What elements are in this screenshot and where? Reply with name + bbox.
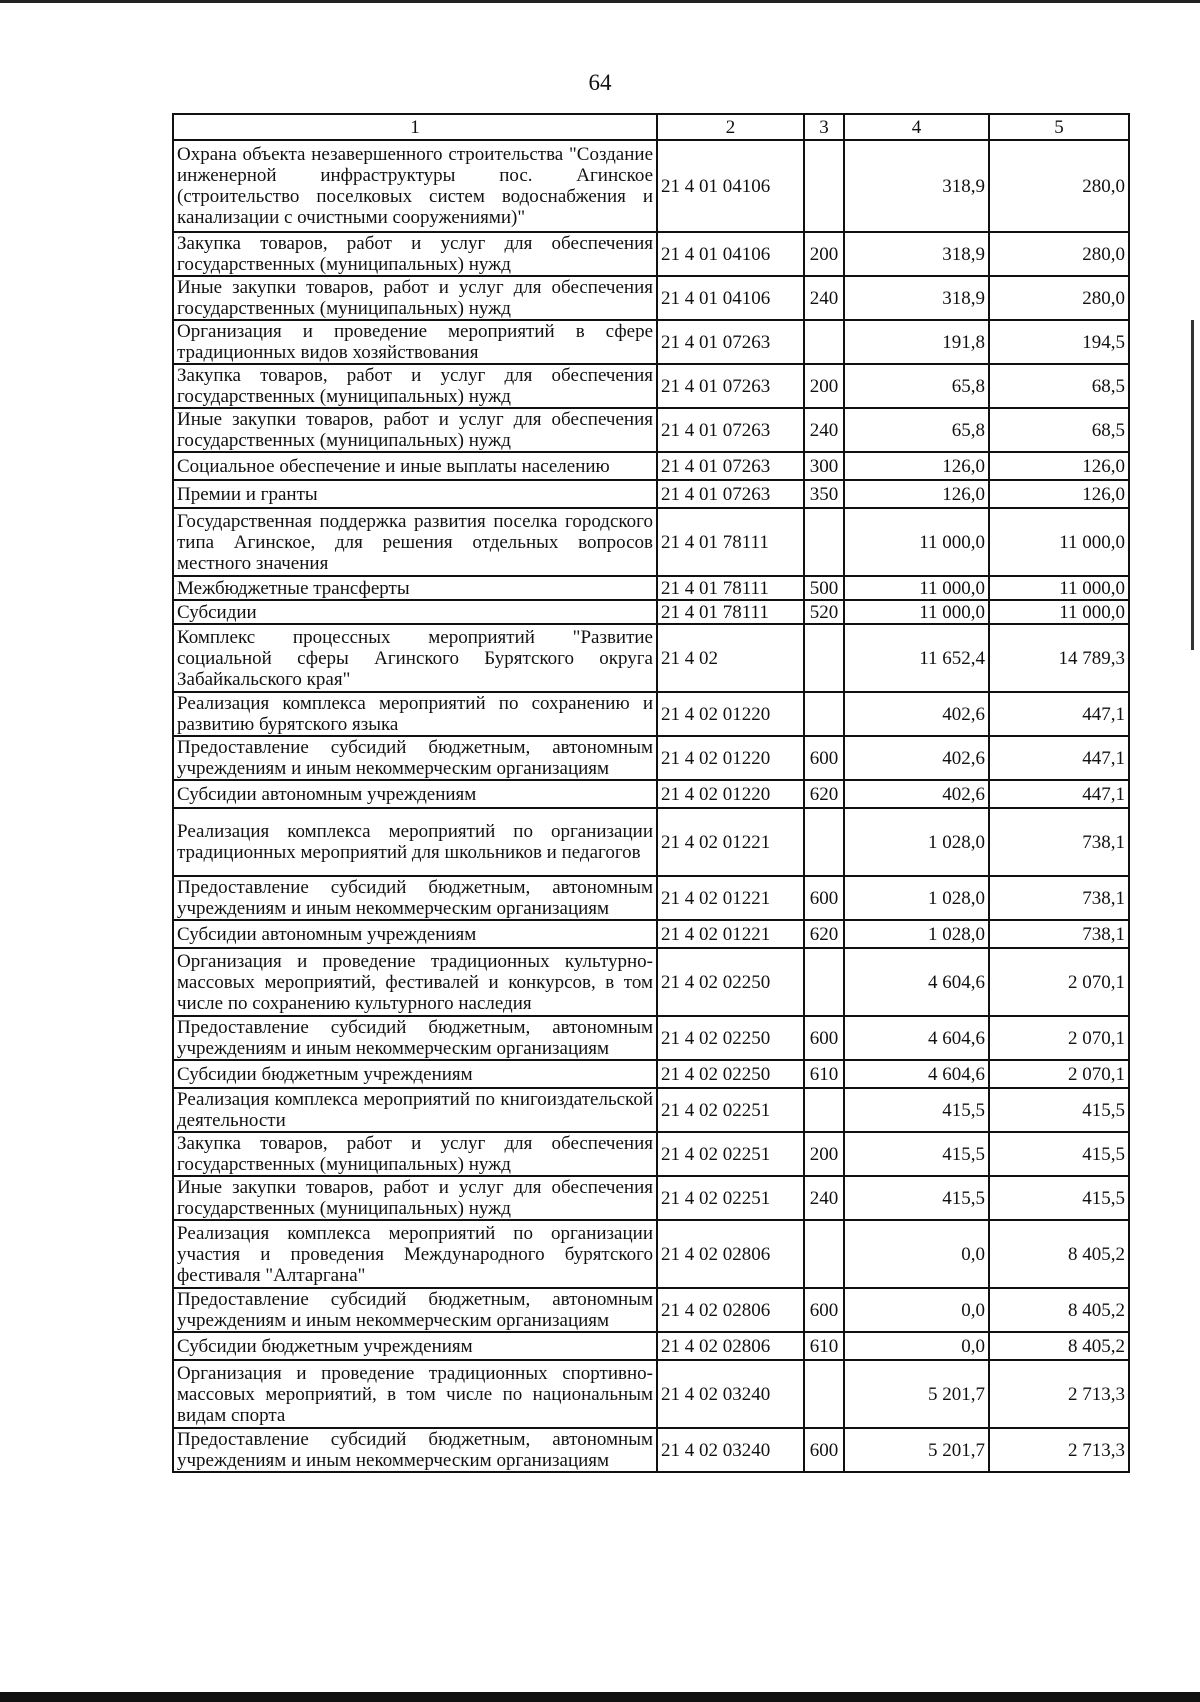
row-code: 21 4 02 03240 (657, 1428, 804, 1472)
row-value-col5: 2 713,3 (989, 1428, 1129, 1472)
row-expense-type: 350 (804, 480, 844, 508)
table-row (173, 320, 1129, 364)
row-code: 21 4 02 02806 (657, 1220, 804, 1288)
row-expense-type (804, 948, 844, 1016)
table-row (173, 452, 1129, 480)
scan-border-right (1191, 320, 1194, 650)
row-value-col4: 318,9 (844, 140, 989, 232)
row-value-col5: 280,0 (989, 276, 1129, 320)
table-row (173, 1060, 1129, 1088)
row-name: Субсидии бюджетным учреждениям (173, 1332, 657, 1360)
table-row (173, 1288, 1129, 1332)
row-value-col5: 68,5 (989, 408, 1129, 452)
table-row (173, 1332, 1129, 1360)
row-name: Социальное обеспечение и иные выплаты населению (173, 452, 657, 480)
row-value-col5: 447,1 (989, 736, 1129, 780)
row-name: Иные закупки товаров, работ и услуг для обеспечения государственных (муниципальных) нужд (173, 408, 657, 452)
table-row (173, 276, 1129, 320)
row-name: Предоставление субсидий бюджетным, автономным учреждениям и иным некоммерческим организациям (173, 1016, 657, 1060)
row-name: Предоставление субсидий бюджетным, автономным учреждениям и иным некоммерческим организациям (173, 876, 657, 920)
row-value-col5: 126,0 (989, 480, 1129, 508)
page-number: 64 (588, 70, 612, 95)
row-value-col5: 8 405,2 (989, 1332, 1129, 1360)
row-value-col4: 191,8 (844, 320, 989, 364)
row-value-col4: 415,5 (844, 1176, 989, 1220)
row-code: 21 4 02 01220 (657, 780, 804, 808)
table-row (173, 692, 1129, 736)
row-value-col5: 2 070,1 (989, 948, 1129, 1016)
row-expense-type (804, 692, 844, 736)
row-code: 21 4 01 07263 (657, 320, 804, 364)
row-code: 21 4 02 01221 (657, 876, 804, 920)
row-value-col5: 8 405,2 (989, 1220, 1129, 1288)
row-value-col5: 447,1 (989, 692, 1129, 736)
table-row (173, 780, 1129, 808)
table-row (173, 1360, 1129, 1428)
row-value-col4: 4 604,6 (844, 1060, 989, 1088)
row-value-col4: 4 604,6 (844, 948, 989, 1016)
row-value-col5: 738,1 (989, 920, 1129, 948)
row-expense-type: 600 (804, 876, 844, 920)
row-name: Предоставление субсидий бюджетным, автономным учреждениям и иным некоммерческим организациям (173, 1428, 657, 1472)
row-expense-type: 600 (804, 736, 844, 780)
row-name: Организация и проведение мероприятий в сфере традиционных видов хозяйствования (173, 320, 657, 364)
row-code: 21 4 01 07263 (657, 452, 804, 480)
row-expense-type: 240 (804, 276, 844, 320)
table-row (173, 480, 1129, 508)
row-value-col4: 0,0 (844, 1332, 989, 1360)
row-code: 21 4 01 07263 (657, 408, 804, 452)
row-code: 21 4 02 (657, 624, 804, 692)
row-value-col5: 8 405,2 (989, 1288, 1129, 1332)
table-row (173, 408, 1129, 452)
row-expense-type: 300 (804, 452, 844, 480)
row-name: Закупка товаров, работ и услуг для обеспечения государственных (муниципальных) нужд (173, 364, 657, 408)
row-name: Реализация комплекса мероприятий по организации традиционных мероприятий для школьников и педагогов (173, 808, 657, 876)
row-code: 21 4 02 01220 (657, 736, 804, 780)
row-value-col5: 11 000,0 (989, 600, 1129, 624)
row-value-col4: 126,0 (844, 452, 989, 480)
row-code: 21 4 02 02806 (657, 1332, 804, 1360)
row-value-col4: 318,9 (844, 276, 989, 320)
row-code: 21 4 02 01221 (657, 808, 804, 876)
row-code: 21 4 02 02250 (657, 948, 804, 1016)
row-value-col4: 0,0 (844, 1220, 989, 1288)
table-row (173, 920, 1129, 948)
row-code: 21 4 02 02250 (657, 1060, 804, 1088)
row-value-col4: 11 652,4 (844, 624, 989, 692)
row-expense-type (804, 320, 844, 364)
table-row (173, 1088, 1129, 1132)
table-row (173, 1220, 1129, 1288)
row-name: Предоставление субсидий бюджетным, автономным учреждениям и иным некоммерческим организациям (173, 736, 657, 780)
row-expense-type: 200 (804, 232, 844, 276)
table-row (173, 232, 1129, 276)
row-expense-type: 200 (804, 1132, 844, 1176)
row-name: Межбюджетные трансферты (173, 576, 657, 600)
row-value-col5: 280,0 (989, 232, 1129, 276)
row-name: Закупка товаров, работ и услуг для обеспечения государственных (муниципальных) нужд (173, 232, 657, 276)
table-row (173, 508, 1129, 576)
row-name: Закупка товаров, работ и услуг для обеспечения государственных (муниципальных) нужд (173, 1132, 657, 1176)
table-row (173, 736, 1129, 780)
row-value-col4: 1 028,0 (844, 808, 989, 876)
row-code: 21 4 02 02251 (657, 1132, 804, 1176)
row-value-col4: 11 000,0 (844, 508, 989, 576)
row-code: 21 4 01 78111 (657, 508, 804, 576)
row-value-col4: 4 604,6 (844, 1016, 989, 1060)
row-value-col4: 402,6 (844, 736, 989, 780)
row-value-col4: 1 028,0 (844, 920, 989, 948)
column-header: 5 (989, 114, 1129, 140)
row-name: Премии и гранты (173, 480, 657, 508)
row-expense-type: 620 (804, 780, 844, 808)
row-value-col4: 402,6 (844, 780, 989, 808)
row-expense-type (804, 1360, 844, 1428)
row-value-col5: 2 713,3 (989, 1360, 1129, 1428)
row-value-col4: 5 201,7 (844, 1360, 989, 1428)
row-value-col5: 415,5 (989, 1132, 1129, 1176)
row-expense-type: 500 (804, 576, 844, 600)
row-value-col5: 738,1 (989, 808, 1129, 876)
row-code: 21 4 02 02250 (657, 1016, 804, 1060)
table-row (173, 808, 1129, 876)
row-code: 21 4 02 02251 (657, 1176, 804, 1220)
row-value-col4: 5 201,7 (844, 1428, 989, 1472)
row-name: Субсидии автономным учреждениям (173, 920, 657, 948)
row-expense-type: 600 (804, 1428, 844, 1472)
row-code: 21 4 02 02251 (657, 1088, 804, 1132)
table-row (173, 364, 1129, 408)
row-value-col4: 65,8 (844, 364, 989, 408)
row-name: Субсидии автономным учреждениям (173, 780, 657, 808)
row-value-col4: 11 000,0 (844, 576, 989, 600)
row-expense-type: 520 (804, 600, 844, 624)
row-expense-type (804, 508, 844, 576)
row-value-col4: 1 028,0 (844, 876, 989, 920)
row-expense-type: 240 (804, 1176, 844, 1220)
row-value-col5: 415,5 (989, 1088, 1129, 1132)
row-expense-type (804, 140, 844, 232)
row-expense-type: 610 (804, 1332, 844, 1360)
row-name: Иные закупки товаров, работ и услуг для обеспечения государственных (муниципальных) нужд (173, 1176, 657, 1220)
table-row (173, 948, 1129, 1016)
row-name: Организация и проведение традиционных культурно-массовых мероприятий, фестивалей и конкурсов, в том числе по сохранению культурного наследия (173, 948, 657, 1016)
budget-table (172, 113, 1130, 1473)
row-value-col4: 11 000,0 (844, 600, 989, 624)
row-expense-type (804, 808, 844, 876)
column-header: 3 (804, 114, 844, 140)
row-expense-type: 200 (804, 364, 844, 408)
row-expense-type: 620 (804, 920, 844, 948)
row-code: 21 4 01 04106 (657, 140, 804, 232)
row-code: 21 4 01 78111 (657, 600, 804, 624)
row-code: 21 4 02 02806 (657, 1288, 804, 1332)
row-value-col5: 2 070,1 (989, 1060, 1129, 1088)
row-code: 21 4 01 04106 (657, 232, 804, 276)
row-expense-type: 600 (804, 1016, 844, 1060)
row-value-col4: 415,5 (844, 1088, 989, 1132)
row-expense-type (804, 624, 844, 692)
row-code: 21 4 01 07263 (657, 364, 804, 408)
row-value-col5: 11 000,0 (989, 508, 1129, 576)
row-name: Субсидии бюджетным учреждениям (173, 1060, 657, 1088)
row-code: 21 4 02 01220 (657, 692, 804, 736)
table-row (173, 1176, 1129, 1220)
column-header: 1 (173, 114, 657, 140)
row-value-col5: 14 789,3 (989, 624, 1129, 692)
scan-border-bottom (0, 1692, 1200, 1702)
row-name: Охрана объекта незавершенного строительства "Создание инженерной инфраструктуры пос. Агинское (строительство поселковых систем водоснабжения и канализации с очистными сооружениями)" (173, 140, 657, 232)
row-value-col5: 126,0 (989, 452, 1129, 480)
table-row (173, 600, 1129, 624)
row-name: Иные закупки товаров, работ и услуг для обеспечения государственных (муниципальных) нужд (173, 276, 657, 320)
scan-border-top (0, 0, 1200, 3)
table-row (173, 1132, 1129, 1176)
table-row (173, 624, 1129, 692)
row-name: Государственная поддержка развития поселка городского типа Агинское, для решения отдельных вопросов местного значения (173, 508, 657, 576)
row-expense-type (804, 1088, 844, 1132)
row-name: Предоставление субсидий бюджетным, автономным учреждениям и иным некоммерческим организациям (173, 1288, 657, 1332)
row-code: 21 4 01 04106 (657, 276, 804, 320)
row-value-col5: 68,5 (989, 364, 1129, 408)
row-value-col5: 738,1 (989, 876, 1129, 920)
column-header: 4 (844, 114, 989, 140)
row-name: Реализация комплекса мероприятий по книгоиздательской деятельности (173, 1088, 657, 1132)
row-expense-type: 600 (804, 1288, 844, 1332)
row-name: Реализация комплекса мероприятий по организации участия и проведения Международного бурятского фестиваля "Алтаргана" (173, 1220, 657, 1288)
row-code: 21 4 01 78111 (657, 576, 804, 600)
row-name: Реализация комплекса мероприятий по сохранению и развитию бурятского языка (173, 692, 657, 736)
row-value-col5: 280,0 (989, 140, 1129, 232)
row-name: Комплекс процессных мероприятий "Развитие социальной сферы Агинского Бурятского округа Забайкальского края" (173, 624, 657, 692)
table-row (173, 1428, 1129, 1472)
row-code: 21 4 01 07263 (657, 480, 804, 508)
row-value-col5: 194,5 (989, 320, 1129, 364)
table-row (173, 140, 1129, 232)
row-code: 21 4 02 01221 (657, 920, 804, 948)
row-value-col5: 415,5 (989, 1176, 1129, 1220)
row-value-col5: 11 000,0 (989, 576, 1129, 600)
row-expense-type (804, 1220, 844, 1288)
table-row (173, 1016, 1129, 1060)
row-value-col4: 318,9 (844, 232, 989, 276)
table-header-row (173, 114, 1129, 140)
row-name: Организация и проведение традиционных спортивно-массовых мероприятий, в том числе по национальным видам спорта (173, 1360, 657, 1428)
table-row (173, 876, 1129, 920)
row-expense-type: 610 (804, 1060, 844, 1088)
row-value-col4: 402,6 (844, 692, 989, 736)
row-value-col4: 0,0 (844, 1288, 989, 1332)
table-row (173, 576, 1129, 600)
row-value-col4: 415,5 (844, 1132, 989, 1176)
row-value-col4: 126,0 (844, 480, 989, 508)
row-value-col4: 65,8 (844, 408, 989, 452)
column-header: 2 (657, 114, 804, 140)
row-value-col5: 447,1 (989, 780, 1129, 808)
row-code: 21 4 02 03240 (657, 1360, 804, 1428)
row-value-col5: 2 070,1 (989, 1016, 1129, 1060)
row-name: Субсидии (173, 600, 657, 624)
row-expense-type: 240 (804, 408, 844, 452)
